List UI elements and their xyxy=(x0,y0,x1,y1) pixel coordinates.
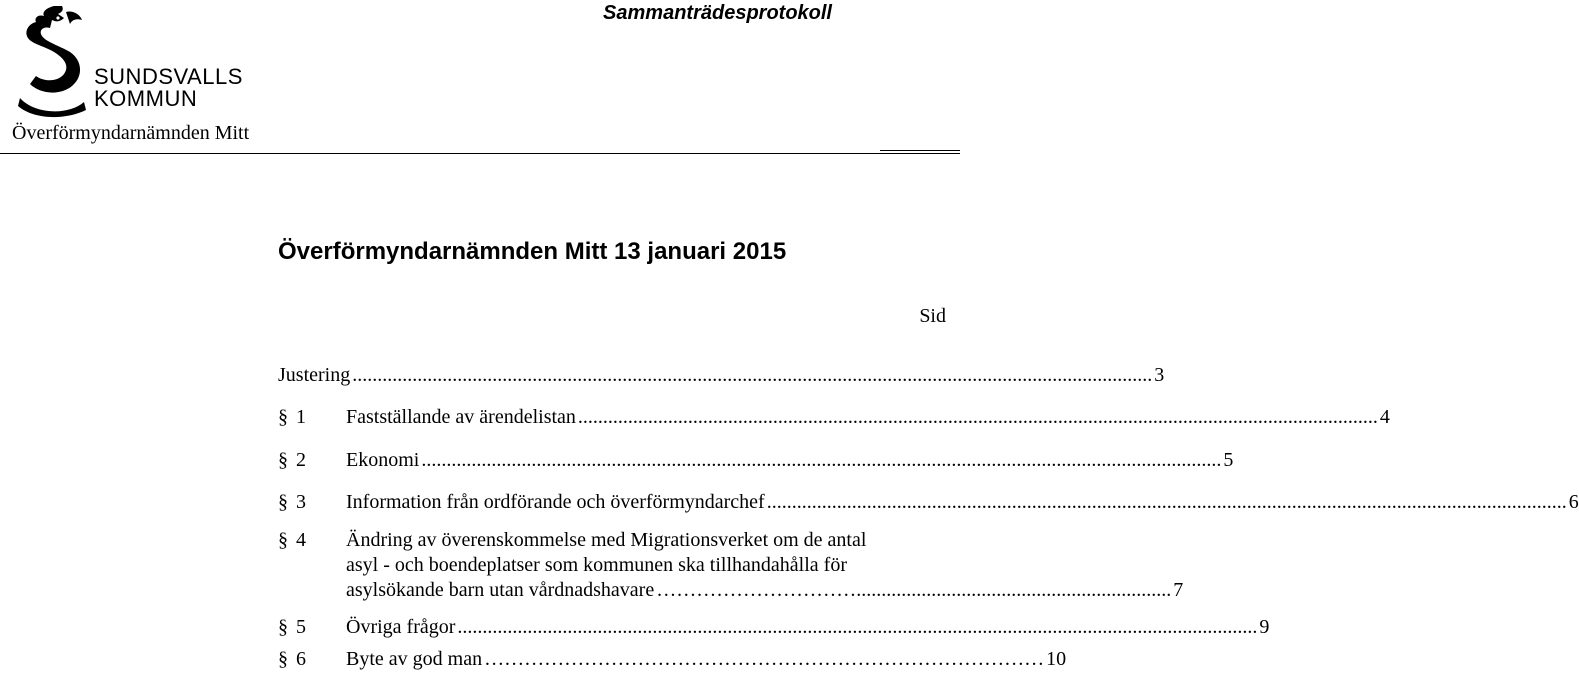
toc-entry-title: Byte av god man xyxy=(346,648,483,670)
municipality-logo-text xyxy=(94,66,243,110)
toc-entry-justering[interactable] xyxy=(278,364,1165,390)
toc-entry-title-line: Ändring av överenskommelse med Migrationsverket om de antal xyxy=(346,529,867,551)
section-sign: § xyxy=(278,491,288,513)
dot-leader: ................................................................................................................................................................ xyxy=(457,616,1258,638)
toc-entry-4[interactable] xyxy=(278,529,1184,607)
toc-entry-title: Ekonomi xyxy=(346,449,420,471)
toc-entry-title: Justering xyxy=(278,364,351,386)
section-sign: § xyxy=(278,616,288,638)
header-divider xyxy=(0,153,960,154)
toc-entry-4-line-1 xyxy=(278,529,950,555)
toc-entry-page: 9 xyxy=(1259,616,1270,638)
dot-leader: ................................................................................................................................................................ xyxy=(577,406,1378,428)
toc-entry-title: Övriga frågor xyxy=(346,616,456,638)
toc-entry-number: 3 xyxy=(296,491,306,513)
sundsvall-coat-of-arms-icon xyxy=(14,2,94,118)
toc-entry-page: 6 xyxy=(1568,491,1579,513)
toc-entry-number: 1 xyxy=(296,406,306,428)
section-sign: § xyxy=(278,529,288,551)
toc-entry-5[interactable] xyxy=(278,616,1270,642)
dot-leader: ................................................................................................................................................................ xyxy=(421,449,1222,471)
logo-line-2: KOMMUN xyxy=(94,86,198,111)
dot-leader: …………………………............................................................... xyxy=(656,579,1172,601)
toc-entry-3[interactable] xyxy=(278,491,1579,517)
department-name: Överförmyndarnämnden Mitt xyxy=(12,122,250,144)
logo-line-1: SUNDSVALLS xyxy=(94,64,243,89)
toc-entry-page: 10 xyxy=(1046,648,1067,670)
section-sign: § xyxy=(278,648,288,670)
document-type: Sammanträdesprotokoll xyxy=(603,2,832,24)
toc-entry-4-line-3 xyxy=(278,579,1184,605)
toc-entry-number: 6 xyxy=(296,648,306,670)
toc-entry-number: 4 xyxy=(296,529,306,551)
toc-entry-2[interactable] xyxy=(278,449,1234,475)
dot-leader: ………………………………………………………………………… xyxy=(484,648,1045,670)
section-sign: § xyxy=(278,406,288,428)
page-column-label: Sid xyxy=(919,305,946,327)
toc-entry-number: 5 xyxy=(296,616,306,638)
toc-entry-1[interactable] xyxy=(278,406,1390,432)
toc-entry-page: 7 xyxy=(1173,579,1184,601)
meeting-title: Överförmyndarnämnden Mitt 13 januari 2015 xyxy=(278,238,787,265)
toc-entry-title-line: asylsökande barn utan vårdnadshavare xyxy=(346,579,655,601)
toc-entry-6[interactable] xyxy=(278,648,1067,674)
section-sign: § xyxy=(278,449,288,471)
toc-entry-title: Fastställande av ärendelistan xyxy=(346,406,576,428)
dot-leader: ................................................................................................................................................................ xyxy=(766,491,1567,513)
dot-leader: ................................................................................................................................................................ xyxy=(352,364,1153,386)
toc-entry-page: 5 xyxy=(1223,449,1234,471)
toc-entry-title-line: asyl - och boendeplatser som kommunen ska tillhandahålla för xyxy=(346,554,847,576)
toc-entry-page: 4 xyxy=(1379,406,1390,428)
toc-entry-page: 3 xyxy=(1154,364,1165,386)
toc-entry-4-line-2 xyxy=(278,554,950,580)
toc-entry-title: Information från ordförande och överförmyndarchef xyxy=(346,491,765,513)
toc-entry-number: 2 xyxy=(296,449,306,471)
